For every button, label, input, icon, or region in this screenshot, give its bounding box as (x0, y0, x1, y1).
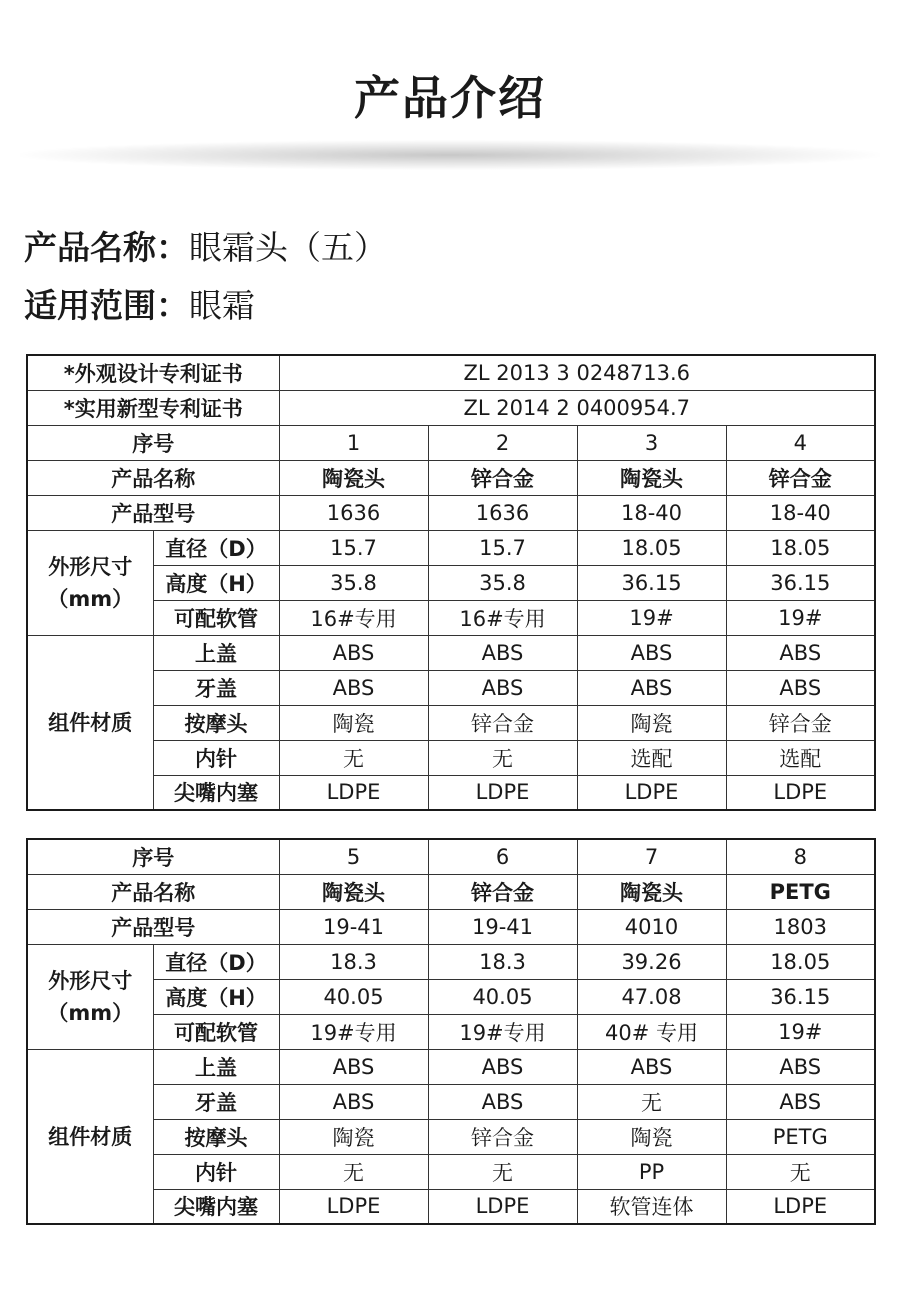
tip-plug-label: 尖嘴内塞 (153, 1189, 279, 1224)
table-row (27, 909, 875, 944)
table-row (27, 775, 875, 810)
product-name-line (24, 222, 387, 269)
table-cell: 1636 (428, 495, 577, 530)
table-cell: 19-41 (428, 909, 577, 944)
table-cell: 1803 (726, 909, 875, 944)
height-label: 高度（H） (153, 565, 279, 600)
table-cell: 陶瓷 (279, 705, 428, 740)
patent-utility-label: *实用新型专利证书 (27, 390, 279, 425)
patent-design-label: *外观设计专利证书 (27, 355, 279, 390)
table-cell: 选配 (726, 740, 875, 775)
table-cell: 19#专用 (428, 1014, 577, 1049)
table-cell: 40.05 (279, 979, 428, 1014)
model-label: 产品型号 (27, 909, 279, 944)
table-cell: 15.7 (428, 530, 577, 565)
table-cell: ABS (726, 670, 875, 705)
product-name-value: 眼霜头（五） (189, 228, 387, 267)
table-cell: ABS (577, 635, 726, 670)
table-cell: 35.8 (428, 565, 577, 600)
table-cell: 锌合金 (428, 1119, 577, 1154)
table-row (27, 874, 875, 909)
table-row (27, 355, 875, 390)
table-cell: 36.15 (726, 565, 875, 600)
dimensions-label-line2: （mm） (47, 586, 134, 611)
table-cell: ABS (726, 635, 875, 670)
table-cell: 1 (279, 425, 428, 460)
spec-table-2 (26, 838, 876, 1225)
table-cell: ABS (428, 670, 577, 705)
table-row (27, 530, 875, 565)
table-row (27, 1154, 875, 1189)
table-cell: 陶瓷 (577, 705, 726, 740)
product-name-row-label: 产品名称 (27, 874, 279, 909)
table-cell: 39.26 (577, 944, 726, 979)
table-cell: LDPE (279, 1189, 428, 1224)
table-row (27, 600, 875, 635)
table-cell: 陶瓷头 (279, 874, 428, 909)
table-cell: 锌合金 (428, 705, 577, 740)
table-cell: 选配 (577, 740, 726, 775)
table-cell: ABS (279, 1084, 428, 1119)
dimensions-label-line2: （mm） (47, 1000, 134, 1025)
table-cell: 18-40 (726, 495, 875, 530)
table-cell: 陶瓷 (577, 1119, 726, 1154)
table-cell: 3 (577, 425, 726, 460)
table-row (27, 495, 875, 530)
table-row (27, 705, 875, 740)
table-cell: 19# (726, 600, 875, 635)
table-cell: 8 (726, 839, 875, 874)
table-cell: LDPE (428, 775, 577, 810)
scope-label: 适用范围： (24, 286, 189, 325)
table-cell: 40.05 (428, 979, 577, 1014)
table-cell: ABS (428, 1049, 577, 1084)
table-cell: 无 (577, 1084, 726, 1119)
table-row (27, 635, 875, 670)
table-row (27, 1189, 875, 1224)
table-row (27, 565, 875, 600)
spec-table-1 (26, 354, 876, 811)
table-cell: LDPE (726, 1189, 875, 1224)
table-cell: 18.05 (726, 530, 875, 565)
table-cell: ABS (428, 1084, 577, 1119)
table-cell: ABS (726, 1049, 875, 1084)
table-cell: 锌合金 (428, 874, 577, 909)
table-cell: 无 (279, 1154, 428, 1189)
dimensions-label-line1: 外形尺寸 (48, 968, 133, 993)
table-cell: 18-40 (577, 495, 726, 530)
table-cell: 19#专用 (279, 1014, 428, 1049)
table-cell: 18.3 (279, 944, 428, 979)
top-cap-label: 上盖 (153, 1049, 279, 1084)
table-cell: 陶瓷头 (279, 460, 428, 495)
inner-needle-label: 内针 (153, 740, 279, 775)
table-cell: PETG (726, 1119, 875, 1154)
table-cell: 15.7 (279, 530, 428, 565)
model-label: 产品型号 (27, 495, 279, 530)
diameter-label: 直径（D） (153, 530, 279, 565)
table-cell: ABS (279, 1049, 428, 1084)
table-cell: 19# (577, 600, 726, 635)
table-row (27, 979, 875, 1014)
dimensions-label (27, 944, 153, 1049)
table-cell: 无 (279, 740, 428, 775)
table-row (27, 1014, 875, 1049)
table-cell: 无 (726, 1154, 875, 1189)
table-cell: 35.8 (279, 565, 428, 600)
table-cell: 2 (428, 425, 577, 460)
patent-utility-value: ZL 2014 2 0400954.7 (279, 390, 875, 425)
table-cell: 软管连体 (577, 1189, 726, 1224)
product-name-label: 产品名称： (24, 228, 189, 267)
table-cell: 锌合金 (726, 460, 875, 495)
table-row (27, 740, 875, 775)
table-cell: ABS (428, 635, 577, 670)
scope-line (24, 280, 255, 327)
table-cell: 16#专用 (428, 600, 577, 635)
table-row (27, 944, 875, 979)
inner-needle-label: 内针 (153, 1154, 279, 1189)
table-row (27, 425, 875, 460)
table-cell: 4 (726, 425, 875, 460)
table-cell: 无 (428, 740, 577, 775)
table-cell: 19-41 (279, 909, 428, 944)
table-row (27, 1049, 875, 1084)
tip-plug-label: 尖嘴内塞 (153, 775, 279, 810)
table-cell: ABS (279, 670, 428, 705)
table-cell: ABS (577, 670, 726, 705)
table-cell: 36.15 (577, 565, 726, 600)
table-row (27, 1084, 875, 1119)
massage-head-label: 按摩头 (153, 705, 279, 740)
table-cell: 7 (577, 839, 726, 874)
table-cell: 18.05 (577, 530, 726, 565)
table-cell: 36.15 (726, 979, 875, 1014)
table-cell: ABS (577, 1049, 726, 1084)
table-cell: 6 (428, 839, 577, 874)
title-shadow-divider (20, 140, 880, 170)
table-cell: 16#专用 (279, 600, 428, 635)
product-name-row-label: 产品名称 (27, 460, 279, 495)
table-cell: 19# (726, 1014, 875, 1049)
table-cell: PETG (726, 874, 875, 909)
massage-head-label: 按摩头 (153, 1119, 279, 1154)
table-cell: 18.3 (428, 944, 577, 979)
dimensions-label-line1: 外形尺寸 (48, 554, 133, 579)
materials-label: 组件材质 (27, 635, 153, 810)
table-cell: 锌合金 (428, 460, 577, 495)
scope-value: 眼霜 (189, 286, 255, 325)
table-cell: 陶瓷 (279, 1119, 428, 1154)
table-cell: 锌合金 (726, 705, 875, 740)
table-cell: LDPE (428, 1189, 577, 1224)
hose-label: 可配软管 (153, 600, 279, 635)
table-cell: LDPE (726, 775, 875, 810)
table-cell: ABS (279, 635, 428, 670)
table-cell: 陶瓷头 (577, 874, 726, 909)
hose-label: 可配软管 (153, 1014, 279, 1049)
table-row (27, 460, 875, 495)
table-cell: 5 (279, 839, 428, 874)
table-row (27, 390, 875, 425)
diameter-label: 直径（D） (153, 944, 279, 979)
thread-cap-label: 牙盖 (153, 1084, 279, 1119)
table-cell: 1636 (279, 495, 428, 530)
table-cell: PP (577, 1154, 726, 1189)
dimensions-label (27, 530, 153, 635)
table-cell: LDPE (577, 775, 726, 810)
table-row (27, 670, 875, 705)
serial-label: 序号 (27, 425, 279, 460)
materials-label: 组件材质 (27, 1049, 153, 1224)
table-cell: LDPE (279, 775, 428, 810)
thread-cap-label: 牙盖 (153, 670, 279, 705)
table-row (27, 839, 875, 874)
table-cell: 18.05 (726, 944, 875, 979)
table-cell: 无 (428, 1154, 577, 1189)
table-cell: 陶瓷头 (577, 460, 726, 495)
page-title: 产品介绍 (354, 71, 546, 125)
serial-label: 序号 (27, 839, 279, 874)
table-row (27, 1119, 875, 1154)
height-label: 高度（H） (153, 979, 279, 1014)
patent-design-value: ZL 2013 3 0248713.6 (279, 355, 875, 390)
table-cell: 40# 专用 (577, 1014, 726, 1049)
table-cell: 47.08 (577, 979, 726, 1014)
table-cell: 4010 (577, 909, 726, 944)
table-cell: ABS (726, 1084, 875, 1119)
top-cap-label: 上盖 (153, 635, 279, 670)
